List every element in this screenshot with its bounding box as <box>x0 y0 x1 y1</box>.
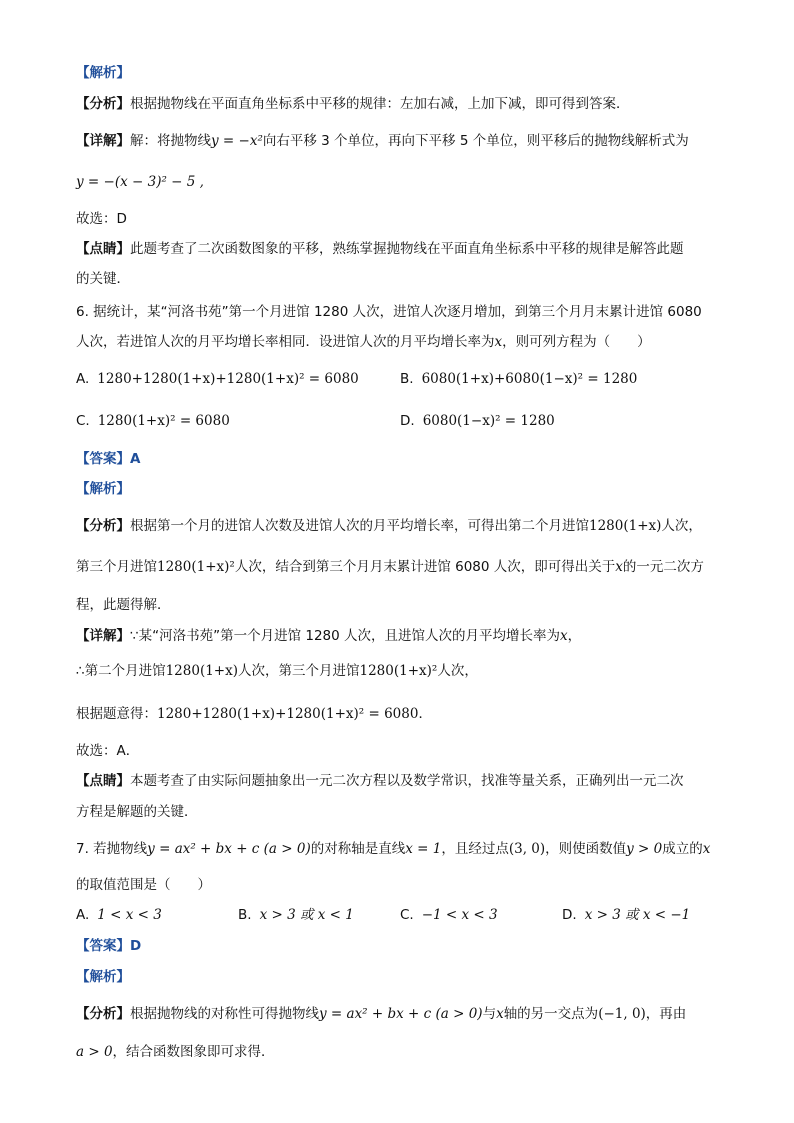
q6-option-b-text: 6080(1+x)+6080(1−x)² = 1280 <box>421 371 638 387</box>
q6-stem-text-a: 人次，若进馆人次的月平均增长率相同．设进馆人次的月平均增长率为 <box>76 334 495 350</box>
q6-detail-text3a: 根据题意得： <box>76 706 157 722</box>
q6-choice-line: 故选：A． <box>76 743 140 759</box>
q6-comment-line1 <box>76 772 684 790</box>
q6-detail-line2 <box>76 662 478 680</box>
q5-comment-line2: 的关键． <box>76 271 130 287</box>
q6-option-a-label: A. <box>76 371 90 387</box>
q5-comment-line1 <box>76 240 684 258</box>
q6-analysis-text2a: 第三个月进馆 <box>76 559 157 575</box>
q5-comment-tag: 【点睛】 <box>76 241 130 257</box>
q7-option-d-label: D. <box>562 907 577 923</box>
q6-detail-var: x <box>560 628 568 644</box>
q7-stem-formula4: y > 0 <box>626 841 663 857</box>
q6-answer-tag: 【答案】 <box>76 451 130 467</box>
q6-detail-text1b: ， <box>567 628 582 644</box>
q7-option-a-text: 1 < x < 3 <box>97 907 162 923</box>
q6-analysis-line3: 程，此题得解． <box>76 597 171 613</box>
q7-analysis-tag: 【分析】 <box>76 1006 130 1022</box>
q7-analysis-formula1: y = ax² + bx + c (a > 0) <box>319 1006 483 1022</box>
q7-analysis-formula3: a > 0 <box>76 1044 113 1060</box>
q6-analysis-text1b: 人次， <box>661 518 702 534</box>
q7-stem-formula1: y = ax² + bx + c (a > 0) <box>147 841 311 857</box>
q6-detail-formula1: 1280(1+x) <box>165 663 238 679</box>
q7-analysis-formula2: (−1, 0) <box>598 1006 646 1022</box>
q7-option-b-label: B. <box>238 907 252 923</box>
q5-analysis <box>76 95 630 113</box>
q6-analysis-formula2: 1280(1+x)² <box>157 559 235 575</box>
q7-option-c-label: C. <box>400 907 414 923</box>
q6-detail-formula2: 1280(1+x)² <box>359 663 438 679</box>
q7-option-b <box>238 906 354 924</box>
q7-stem-line2: 的取值范围是（ ） <box>76 877 211 893</box>
q7-analysis-text1a: 根据抛物线的对称性可得抛物线 <box>130 1006 319 1022</box>
q7-analysis-var: x <box>496 1006 504 1022</box>
q6-option-d <box>400 412 555 430</box>
q6-option-b <box>400 370 637 388</box>
q6-analysis-text2c: 的一元二次方 <box>622 559 704 575</box>
q7-jiexi-heading: 【解析】 <box>76 969 130 985</box>
q6-detail-line3 <box>76 705 432 723</box>
q6-stem-text-b: ，则可列方程为（ ） <box>502 334 651 350</box>
q6-answer <box>76 450 140 468</box>
q6-detail-text2a: ∴第二个月进馆 <box>76 663 166 679</box>
q7-answer <box>76 937 141 955</box>
q6-option-b-label: B. <box>400 371 414 387</box>
q7-analysis-line1 <box>76 1005 686 1023</box>
q6-option-c-label: C. <box>76 413 90 429</box>
q7-stem-text1d: ，则使函数值 <box>545 841 627 857</box>
q6-detail-text2c: 人次， <box>437 663 478 679</box>
q7-analysis-line2 <box>76 1043 275 1061</box>
q7-answer-value: D <box>130 938 142 954</box>
q5-analysis-tag: 【分析】 <box>76 96 130 112</box>
q6-analysis-line1 <box>76 517 702 535</box>
q7-analysis-text2: ，结合函数图象即可求得． <box>112 1044 275 1060</box>
q7-analysis-text1b: 与 <box>482 1006 497 1022</box>
q7-option-a-label: A. <box>76 907 90 923</box>
q7-option-a <box>76 906 162 924</box>
q7-option-c <box>400 906 498 924</box>
q5-detail-formula: y = −x² <box>211 133 263 149</box>
q5-detail-text-a: 解：将抛物线 <box>130 133 211 149</box>
q7-stem-formula3: (3, 0) <box>508 841 546 857</box>
q6-analysis-text2b: 人次，结合到第三个月月末累计进馆 6080 人次，即可得出关于 <box>234 559 616 575</box>
q7-stem-var: x <box>702 841 711 857</box>
q6-comment-text1: 本题考查了由实际问题抽象出一元二次方程以及数学常识，找准等量关系，正确列出一元二次 <box>130 773 684 789</box>
q6-analysis-var: x <box>615 559 623 575</box>
q6-analysis-tag: 【分析】 <box>76 518 130 534</box>
q7-option-d <box>562 906 690 924</box>
q6-option-d-text: 6080(1−x)² = 1280 <box>422 413 555 429</box>
q6-option-a-text: 1280+1280(1+x)+1280(1+x)² = 6080 <box>97 371 359 387</box>
q6-jiexi-heading: 【解析】 <box>76 481 130 497</box>
q7-stem-text1a: 7. 若抛物线 <box>76 841 148 857</box>
q7-stem-text1e: 成立的 <box>662 841 703 857</box>
q6-detail-text2b: 人次，第三个月进馆 <box>238 663 360 679</box>
q7-answer-tag: 【答案】 <box>76 938 130 954</box>
q6-detail-text1a: ∵某“河洛书苑”第一个月进馆 1280 人次，且进馆人次的月平均增长率为 <box>130 628 561 644</box>
q7-stem-text1c: ，且经过点 <box>441 841 509 857</box>
q5-analysis-text: 根据抛物线在平面直角坐标系中平移的规律：左加右减，上加下减，即可得到答案． <box>130 96 630 112</box>
q7-option-d-text: x > 3 或 x < −1 <box>584 907 691 923</box>
q6-analysis-line2 <box>76 558 704 576</box>
q6-detail-formula3: 1280+1280(1+x)+1280(1+x)² = 6080 <box>157 706 419 722</box>
q6-stem-line2 <box>76 333 651 351</box>
q6-answer-value: A <box>130 451 141 467</box>
q7-option-b-text: x > 3 或 x < 1 <box>259 907 354 923</box>
q5-jiexi-heading: 【解析】 <box>76 65 130 81</box>
q6-option-d-label: D. <box>400 413 415 429</box>
q5-detail <box>76 132 689 150</box>
q6-option-a <box>76 370 359 388</box>
q7-analysis-text1c: 轴的另一交点为 <box>503 1006 599 1022</box>
q5-result-formula: y = −(x − 3)² − 5 , <box>76 174 204 190</box>
q6-detail-tag: 【详解】 <box>76 628 130 644</box>
q6-analysis-text1a: 根据第一个月的进馆人次数及进馆人次的月平均增长率，可得出第二个月进馆 <box>130 518 589 534</box>
q7-stem-line1 <box>76 840 710 858</box>
q7-option-c-text: −1 < x < 3 <box>421 907 498 923</box>
q7-analysis-text1d: ，再由 <box>645 1006 687 1022</box>
q6-stem-var: x <box>494 334 503 350</box>
q5-detail-tag: 【详解】 <box>76 133 130 149</box>
q6-stem-line1: 6. 据统计，某“河洛书苑”第一个月进馆 1280 人次，进馆人次逐月增加，到第三个月月末累计进馆 6080 <box>76 304 702 320</box>
q7-stem-text1b: 的对称轴是直线 <box>310 841 406 857</box>
q5-choice-line: 故选：D <box>76 211 127 227</box>
q5-comment-text1: 此题考查了二次函数图象的平移，熟练掌握抛物线在平面直角坐标系中平移的规律是解答此题 <box>130 241 684 257</box>
q6-option-c-text: 1280(1+x)² = 6080 <box>97 413 230 429</box>
q6-comment-line2: 方程是解题的关键． <box>76 804 198 820</box>
q6-option-c <box>76 412 230 430</box>
q6-comment-tag: 【点睛】 <box>76 773 130 789</box>
q7-stem-formula2: x = 1 <box>405 841 442 857</box>
q5-detail-text-b: 向右平移 3 个单位，再向下平移 5 个单位，则平移后的抛物线解析式为 <box>262 133 689 149</box>
q6-detail-line1 <box>76 627 581 645</box>
q6-analysis-formula1: 1280(1+x) <box>589 518 662 534</box>
q6-detail-text3b: ． <box>418 706 432 722</box>
